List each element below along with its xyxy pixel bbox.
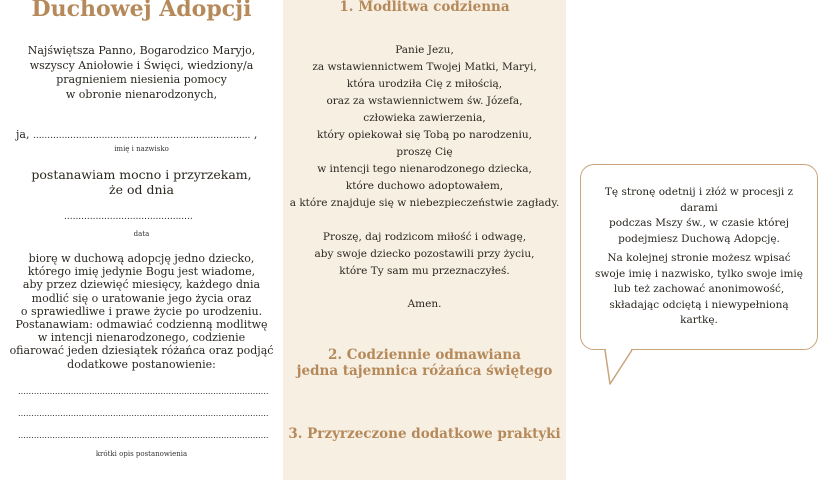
prayer-line: który opiekował się Tobą po narodzeniu, (316, 129, 533, 141)
resolve-line: że od dnia (109, 182, 174, 197)
prayer-line: a które znajduje się w niebezpieczeństwie zagłady. (289, 197, 560, 209)
note-line: swoje imię i nazwisko, tylko swoje imię (595, 267, 803, 280)
body-line: którego imię jedynie Bogu jest wiadome, (27, 265, 256, 279)
note-line: Na kolejnej stronie możesz wpisać (607, 252, 791, 264)
page-title: Duchowej Adopcji (31, 0, 252, 22)
name-label: imię i nazwisko (114, 145, 169, 153)
prayer-line: proszę Cię (396, 146, 453, 158)
decision-line-3[interactable]: ............................................................................................... (18, 430, 269, 440)
decision-label: krótki opis postanowienia (95, 450, 188, 458)
amen-text: Amen. (407, 298, 442, 310)
adoption-declaration-column (0, 0, 283, 480)
prayer-column (283, 0, 566, 480)
section-1-heading: 1. Modlitwa codzienna (339, 0, 510, 15)
body-line: ofiarować jeden dziesiątek różańca oraz podjąć (9, 344, 274, 358)
bubble-note-2 (589, 251, 809, 329)
intro-line: pragnieniem niesienia pomocy (56, 73, 227, 86)
prayer-line: która urodziła Cię z miłością, (346, 78, 503, 90)
body-line: Postanawiam: odmawiać codzienną modlitwę (15, 318, 268, 332)
daily-prayer (283, 42, 566, 212)
body-line: o sprawiedliwe i prawe życie po urodzeniu. (20, 304, 263, 318)
body-line: modlić się o uratowanie jego życia oraz (31, 291, 252, 305)
adoption-body-text (0, 252, 283, 371)
instruction-bubble (580, 164, 818, 350)
note-line: podejmiesz Duchową Adopcję. (618, 232, 780, 245)
note-line: podczas Mszy św., w czasie której (609, 217, 789, 229)
prayer-line: w intencji tego nienarodzonego dziecka, (317, 163, 532, 175)
section-2-heading (283, 347, 566, 379)
section-2-line: 2. Codziennie odmawiana (328, 347, 521, 363)
prayer-line: które Ty sam mu przeznaczyłeś. (339, 265, 510, 277)
name-field[interactable] (16, 128, 257, 141)
note-line: składając odciętą i niewypełnioną kartkę. (609, 298, 789, 326)
section-2-line: jedna tajemnica różańca świętego (296, 363, 553, 379)
body-line: aby przez dziewięć miesięcy, każdego dnia (22, 278, 261, 292)
intro-line: wszyscy Aniołowie i Święci, wiedziony/a (29, 58, 254, 72)
decision-line-1[interactable]: ............................................................................................... (18, 386, 269, 396)
prayer-line: aby swoje dziecko pozostawili przy życiu, (314, 248, 535, 260)
prayer-line: które duchowo adoptowałem, (345, 180, 504, 192)
date-label: data (133, 230, 150, 238)
name-suffix: , (253, 128, 258, 141)
note-line: Tę stronę odetnij i złóż w procesji z darami (604, 186, 794, 214)
intro-text (0, 44, 283, 102)
body-line: biorę w duchową adopcję jedno dziecko, (28, 252, 255, 265)
prayer-line: człowieka zawierzenia, (363, 112, 486, 124)
prayer-line: oraz za wstawiennictwem św. Józefa, (326, 95, 523, 107)
decision-line-2[interactable]: ............................................................................................... (18, 408, 269, 418)
section-3-heading: 3. Przyrzeczone dodatkowe praktyki (288, 426, 561, 442)
intro-line: Najświętsza Panno, Bogarodzico Maryjo, (27, 44, 256, 57)
resolve-line: postanawiam mocno i przyrzekam, (31, 167, 252, 182)
name-prefix: ja, (16, 128, 30, 141)
date-field[interactable]: ............................................. (64, 212, 193, 222)
resolve-text (0, 167, 283, 197)
prayer-line: za wstawiennictwem Twojej Matki, Maryi, (312, 61, 537, 73)
body-line: dodatkowe postanowienie: (67, 357, 216, 371)
prayer-line: Panie Jezu, (395, 44, 454, 56)
bubble-note-1 (589, 185, 809, 247)
intro-line: w obronie nienarodzonych, (65, 87, 218, 101)
name-dotted-line: ............................................................................ (32, 131, 251, 141)
body-line: w intencji nienarodzonego, codzienie (37, 331, 246, 345)
prayer-petition (283, 229, 566, 280)
prayer-line: Proszę, daj rodzicom miłość i odwagę, (322, 231, 527, 243)
note-line: lub też zachować anonimowość, (613, 283, 785, 295)
